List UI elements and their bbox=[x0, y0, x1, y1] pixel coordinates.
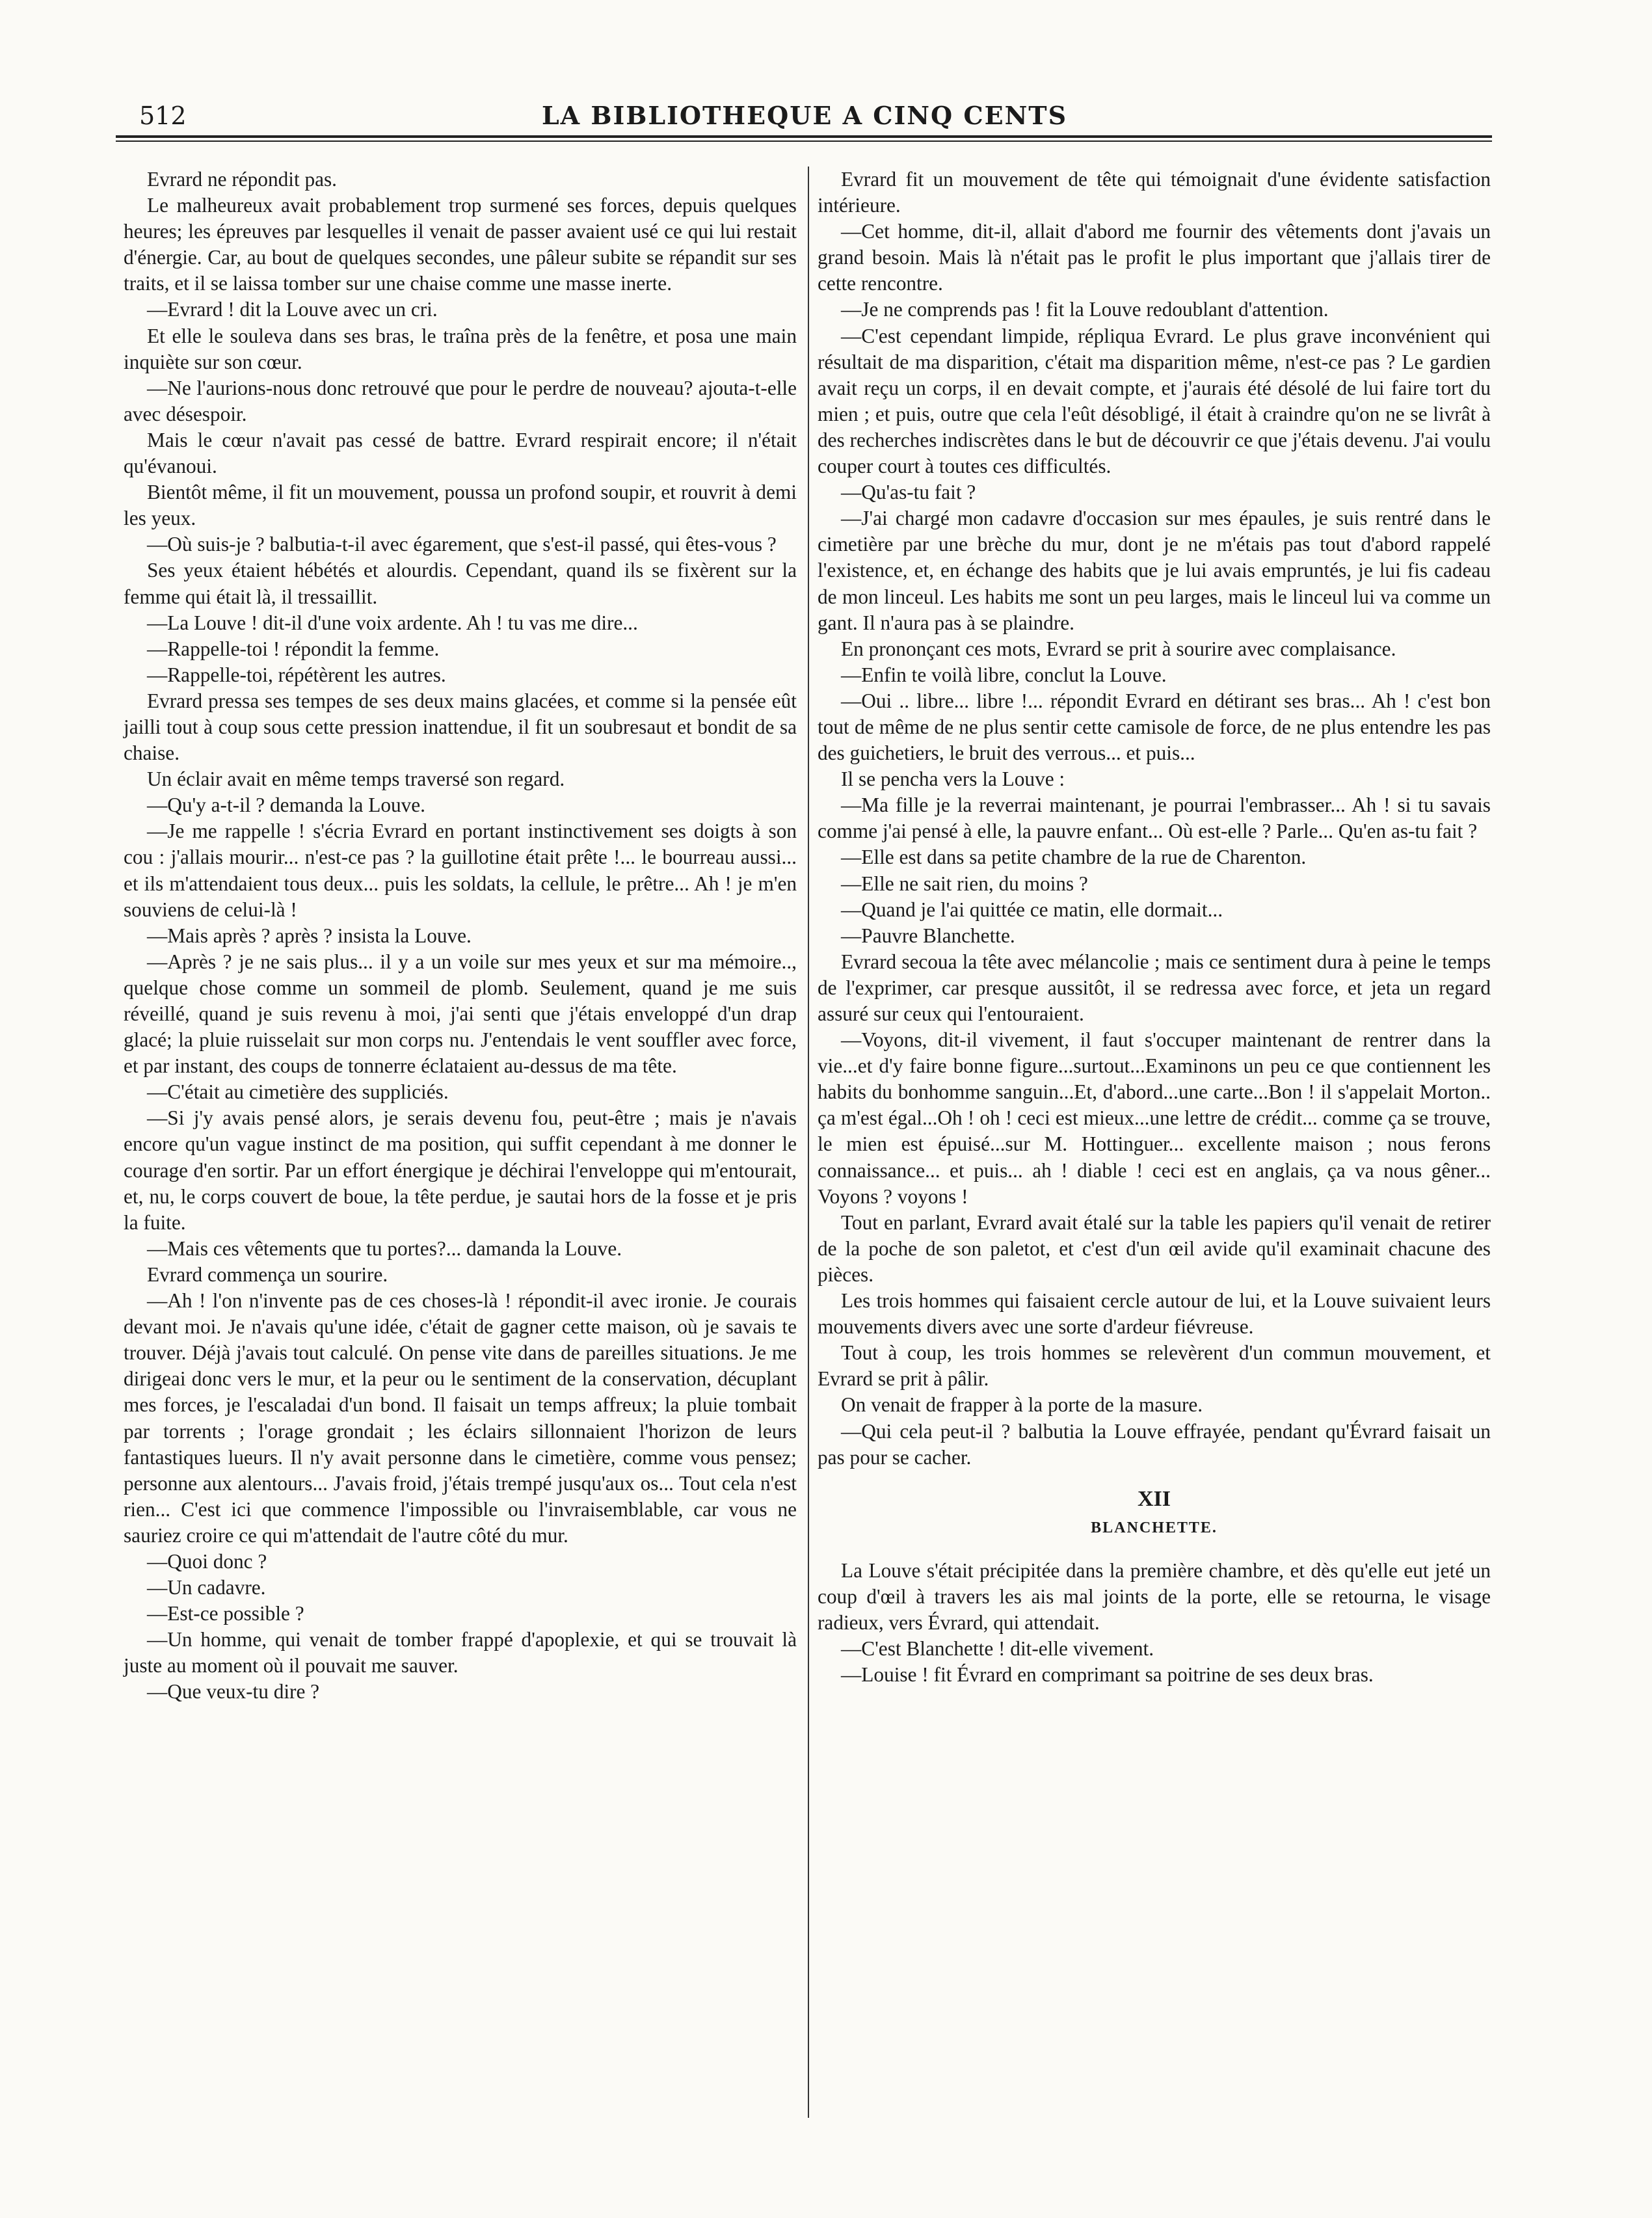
paragraph: —Rappelle-toi ! répondit la femme. bbox=[147, 637, 440, 660]
paragraph: —C'est cependant limpide, répliqua Evrard. Le plus grave inconvénient qui résultait de ma disparition, c'était ma disparition même, n'est-ce pas ? Le gardien avait reçu un corps, il en devait compte, et j'aurais été désolé de lui faire tort du mien ; et puis, outre que cela l'eût désobligé, il était à craindre qu'on ne se livrât à des recherches indiscrètes dans le but de découvrir ce que j'étais devenu. J'ai voulu couper court à toutes ces difficultés. bbox=[818, 324, 1491, 478]
paragraph: —Si j'y avais pensé alors, je serais devenu fou, peut-être ; mais je n'avais encore qu'un vague instinct de ma position, qui suffit cependant à me donner le courage d'en sortir. Par un effort énergique je déchirai l'enveloppe qui m'entourait, et, nu, le corps couvert de boue, la tête perdue, je sautai hors de la fosse et je pris la fuite. bbox=[124, 1106, 797, 1234]
right-column bbox=[818, 167, 1491, 1688]
paragraph: Tout en parlant, Evrard avait étalé sur la table les papiers qu'il venait de retirer de la poche de son paletot, et c'est d'un œil avide qu'il examinait chacune des pièces. bbox=[818, 1210, 1491, 1286]
page-header bbox=[118, 98, 1491, 134]
paragraph: Les trois hommes qui faisaient cercle autour de lui, et la Louve suivaient leurs mouvements divers avec une sorte d'ardeur fiévreuse. bbox=[818, 1289, 1491, 1339]
paragraph: Evrard secoua la tête avec mélancolie ; mais ce sentiment dura à peine le temps de l'exprimer, car presque aussitôt, il se redressa avec force, et jeta un regard assuré sur ceux qui l'entouraient. bbox=[818, 950, 1491, 1025]
paragraph: —C'était au cimetière des suppliciés. bbox=[147, 1080, 449, 1104]
paragraph: —Ah ! l'on n'invente pas de ces choses-là ! répondit-il avec ironie. Je courais devant moi. Je n'avais qu'une idée, c'était de gagner cette maison, où je savais te trouver. Déjà j'avais tout calculé. On pense vite dans de pareilles situations. Je me dirigeai donc vers le mur, et la peur ou le sentiment de la conservation, décuplant mes forces, je l'escaladai d'un bond. Il faisait un temps affreux; la pluie tombait par torrents ; l'orage grondait ; les éclairs sillonnaient l'horizon de leurs fantastiques lueurs. Il n'y avait personne dans le cimetière, comme vous pensez; personne aux alentours... J'avais froid, j'étais trempé jusqu'aux os... Tout cela n'est rien... C'est ici que commence l'impossible ou l'invraisemblable, car vous ne sauriez croire ce qui m'attendait de l'autre côté du mur. bbox=[124, 1289, 797, 1547]
chapter-number: XII bbox=[1137, 1486, 1171, 1511]
paragraph: Evrard fit un mouvement de tête qui témoignait d'une évidente satisfaction intérieure. bbox=[818, 168, 1491, 217]
paragraph: —Ne l'aurions-nous donc retrouvé que pour le perdre de nouveau? ajouta-t-elle avec désespoir. bbox=[124, 376, 797, 425]
paragraph: Evrard pressa ses tempes de ses deux mains glacées, et comme si la pensée eût jailli tout à coup sous cette pression inattendue, il fit un soubresaut et bondit de sa chaise. bbox=[124, 689, 797, 765]
paragraph: —Qu'y a-t-il ? demanda la Louve. bbox=[147, 794, 425, 817]
paragraph: —Enfin te voilà libre, conclut la Louve. bbox=[841, 663, 1167, 686]
paragraph: —Oui .. libre... libre !... répondit Evrard en détirant ses bras... Ah ! c'est bon tout de même de ne plus sentir cette camisole de force, de ne plus entendre les pas des guichetiers, le bruit des verrous... et puis... bbox=[818, 689, 1491, 765]
paragraph: —Voyons, dit-il vivement, il faut s'occuper maintenant de rentrer dans la vie...et d'y faire bonne figure...surtout...Examinons un peu ce que contiennent les habits du bonhomme sanguin...Et, d'abord...une carte...Bon ! il s'appelait Morton.. ça m'est égal...Oh ! oh ! ceci est mieux...une lettre de crédit... comme ça se trouve, le mien est épuisé...sur M. Hottinguer... excellente maison ; nous ferons connaissance... et puis... ah ! diable ! ceci est en anglais, ça va nous gêner... Voyons ? voyons ! bbox=[818, 1028, 1491, 1208]
column-divider bbox=[808, 167, 809, 2118]
paragraph: —Après ? je ne sais plus... il y a un voile sur mes yeux et sur ma mémoire.., quelque chose comme un sommeil de plomb. Seulement, quand je me suis réveillé, quand je suis revenu à moi, j'ai senti que j'étais enveloppé d'un drap glacé; la pluie ruisselait sur mon corps nu. J'entendais le vent souffler avec force, et par instant, des coups de tonnerre éclataient au-dessus de ma tête. bbox=[124, 950, 797, 1078]
paragraph: —Cet homme, dit-il, allait d'abord me fournir des vêtements dont j'avais un grand besoin. Mais là n'était pas le profit le plus important que j'allais tirer de cette rencontre. bbox=[818, 220, 1491, 295]
paragraph: —Est-ce possible ? bbox=[147, 1602, 304, 1625]
paragraph: Evrard ne répondit pas. bbox=[147, 168, 338, 191]
paragraph: On venait de frapper à la porte de la masure. bbox=[841, 1393, 1203, 1417]
paragraph: —Mais ces vêtements que tu portes?... damanda la Louve. bbox=[147, 1236, 622, 1260]
paragraph: —Pauvre Blanchette. bbox=[841, 924, 1015, 947]
paragraph: —Où suis-je ? balbutia-t-il avec égarement, que s'est-il passé, qui êtes-vous ? bbox=[147, 533, 777, 556]
paragraph: —C'est Blanchette ! dit-elle vivement. bbox=[841, 1637, 1154, 1661]
paragraph: Bientôt même, il fit un mouvement, poussa un profond soupir, et rouvrit à demi les yeux. bbox=[124, 481, 797, 530]
paragraph: En prononçant ces mots, Evrard se prit à sourire avec complaisance. bbox=[841, 637, 1396, 660]
paragraph: —Qui cela peut-il ? balbutia la Louve effrayée, pendant qu'Évrard faisait un pas pour se cacher. bbox=[818, 1419, 1491, 1469]
paragraph: —Elle est dans sa petite chambre de la rue de Charenton. bbox=[841, 846, 1307, 869]
paragraph: —La Louve ! dit-il d'une voix ardente. Ah ! tu vas me dire... bbox=[147, 611, 638, 634]
paragraph: Evrard commença un sourire. bbox=[147, 1263, 388, 1286]
paragraph: —Qu'as-tu fait ? bbox=[841, 481, 976, 504]
paragraph: —Louise ! fit Évrard en comprimant sa poitrine de ses deux bras. bbox=[841, 1663, 1374, 1687]
paragraph: Un éclair avait en même temps traversé son regard. bbox=[147, 768, 565, 791]
paragraph: Ses yeux étaient hébétés et alourdis. Cependant, quand ils se fixèrent sur la femme qui était là, il tressaillit. bbox=[124, 559, 797, 608]
paragraph: —Quoi donc ? bbox=[147, 1549, 267, 1573]
paragraph: —Je ne comprends pas ! fit la Louve redoublant d'attention. bbox=[841, 298, 1329, 321]
left-column bbox=[124, 167, 797, 1705]
paragraph: —Je me rappelle ! s'écria Evrard en portant instinctivement ses doigts à son cou : j'allais mourir... n'est-ce pas ? la guillotine était prête !... le bourreau aussi... et ils m'attendaient tous deux... puis les soldats, la cellule, le prêtre... Ah ! je m'en souviens de celui-là ! bbox=[124, 820, 797, 921]
paragraph: —Ma fille je la reverrai maintenant, je pourrai l'embrasser... Ah ! si tu savais comme j'ai pensé à elle, la pauvre enfant... Où est-elle ? Parle... Qu'en as-tu fait ? bbox=[818, 794, 1491, 843]
paragraph: Tout à coup, les trois hommes se relevèrent d'un commun mouvement, et Evrard se prit à pâlir. bbox=[818, 1341, 1491, 1391]
header-rule bbox=[116, 135, 1492, 142]
paragraph: —Quand je l'ai quittée ce matin, elle dormait... bbox=[841, 898, 1223, 921]
paragraph: —Evrard ! dit la Louve avec un cri. bbox=[147, 298, 438, 321]
paragraph: Et elle le souleva dans ses bras, le traîna près de la fenêtre, et posa une main inquiète sur son cœur. bbox=[124, 324, 797, 373]
paragraph: Le malheureux avait probablement trop surmené ses forces, depuis quelques heures; les épreuves par lesquelles il venait de passer avaient usé ce qui lui restait d'énergie. Car, au bout de quelques secondes, une pâleur subite se répandit sur ses traits, et il se laissa tomber sur une chaise comme une masse inerte. bbox=[124, 194, 797, 295]
paragraph: —Que veux-tu dire ? bbox=[147, 1680, 320, 1704]
chapter-title: BLANCHETTE. bbox=[1091, 1519, 1218, 1536]
paragraph: —Un cadavre. bbox=[147, 1576, 266, 1599]
paragraph: Il se pencha vers la Louve : bbox=[841, 768, 1065, 791]
paragraph: —J'ai chargé mon cadavre d'occasion sur mes épaules, je suis rentré dans le cimetière par une brèche du mur, dont je ne m'étais pas tout d'abord rappelé l'existence, et, en échange des habits que je lui avais empruntés, je lui fis cadeau de mon linceul. Les habits me sont un peu larges, mais le linceul lui va comme un gant. Il n'aura pas à se plaindre. bbox=[818, 507, 1491, 634]
paragraph: —Mais après ? après ? insista la Louve. bbox=[147, 924, 472, 947]
paragraph: Mais le cœur n'avait pas cessé de battre. Evrard respirait encore; il n'était qu'évanoui. bbox=[124, 428, 797, 478]
paragraph: —Rappelle-toi, répétèrent les autres. bbox=[147, 663, 446, 686]
page-number: 512 bbox=[139, 101, 187, 130]
paragraph: —Un homme, qui venait de tomber frappé d'apoplexie, et qui se trouvait là juste au moment où il pouvait me sauver. bbox=[124, 1628, 797, 1677]
paragraph: La Louve s'était précipitée dans la première chambre, et dès qu'elle eut jeté un coup d'œil à travers les ais mal joints de la porte, elle se retourna, le visage radieux, vers Évrard, qui attendait. bbox=[818, 1558, 1491, 1635]
paragraph: —Elle ne sait rien, du moins ? bbox=[841, 872, 1088, 895]
running-title: LA BIBLIOTHEQUE A CINQ CENTS bbox=[541, 101, 1068, 130]
